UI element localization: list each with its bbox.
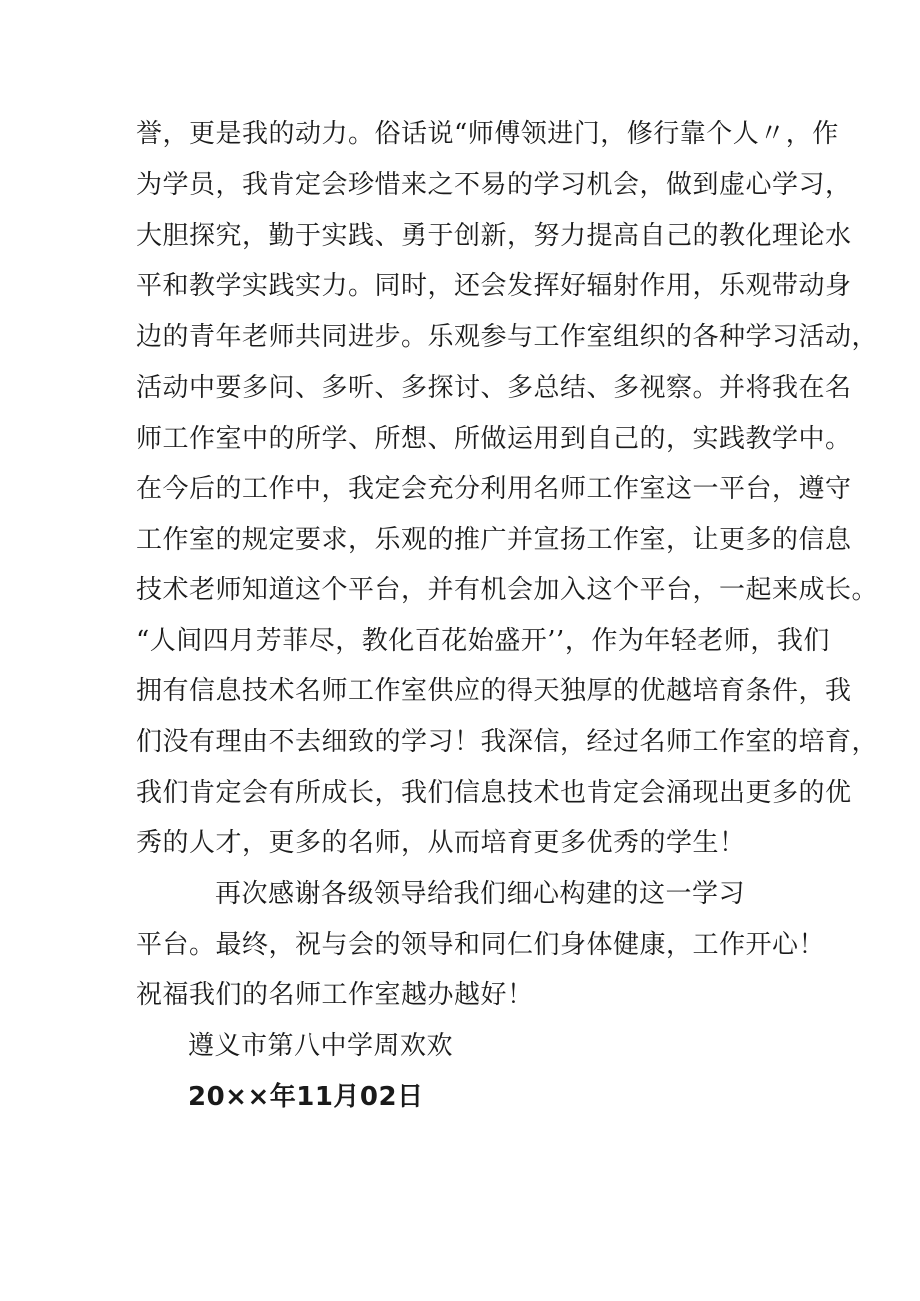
text-line: 秀的人才，更多的名师，从而培育更多优秀的学生！ — [136, 828, 746, 858]
text-line: 拥有信息技术名师工作室供应的得天独厚的优越培育条件，我 — [136, 676, 852, 706]
text-line: 平台。最终，祝与会的领导和同仁们身体健康，工作开心！ — [136, 930, 826, 960]
date: 20××年11月02日 — [188, 1082, 424, 1112]
signature: 遵义市第八中学周欢欢 — [188, 1031, 454, 1061]
text-line: 祝福我们的名师工作室越办越好！ — [136, 980, 534, 1010]
text-line: 技术老师知道这个平台，并有机会加入这个平台，一起来成长。 — [136, 575, 879, 605]
text-line: 再次感谢各级领导给我们细心构建的这一学习 — [215, 879, 746, 909]
text-line: 工作室的规定要求，乐观的推广并宣扬工作室，让更多的信息 — [136, 525, 852, 555]
text-line: 为学员，我肯定会珍惜来之不易的学习机会，做到虚心学习， — [136, 170, 852, 200]
text-line: 师工作室中的所学、所想、所做运用到自己的，实践教学中。 — [136, 424, 852, 454]
text-line: 边的青年老师共同进步。乐观参与工作室组织的各种学习活动， — [136, 322, 879, 352]
text-line: 活动中要多问、多听、多探讨、多总结、多视察。并将我在名 — [136, 373, 852, 403]
text-line: 大胆探究，勤于实践、勇于创新，努力提高自己的教化理论水 — [136, 221, 852, 251]
text-line: 誉，更是我的动力。俗话说“师傅领进门，修行靠个人〃，作 — [136, 119, 839, 149]
text-line: 在今后的工作中，我定会充分利用名师工作室这一平台，遵守 — [136, 474, 852, 504]
text-line: 们没有理由不去细致的学习！我深信，经过名师工作室的培育， — [136, 727, 879, 757]
text-line: “人间四月芳菲尽，教化百花始盛开’’，作为年轻老师，我们 — [136, 626, 830, 656]
text-line: 我们肯定会有所成长，我们信息技术也肯定会涌现出更多的优 — [136, 778, 852, 808]
text-line: 平和教学实践实力。同时，还会发挥好辐射作用，乐观带动身 — [136, 271, 852, 301]
